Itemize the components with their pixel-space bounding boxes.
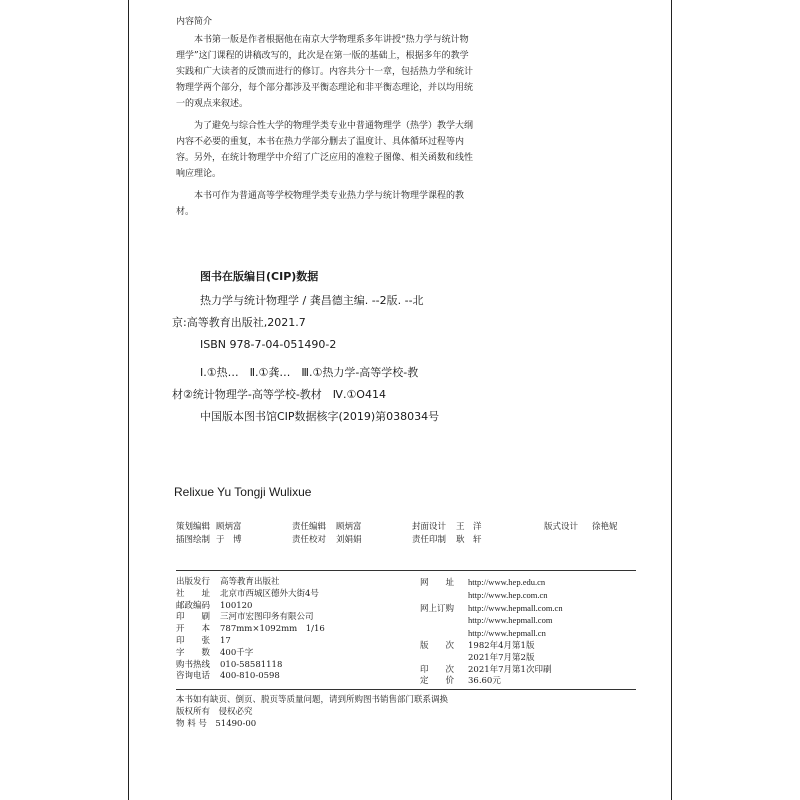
staff-label: 插图绘制	[176, 535, 211, 545]
staff-entry	[412, 535, 544, 547]
footer-block	[176, 695, 448, 730]
pub-label: 字 数	[176, 647, 211, 658]
cip-line: Ⅰ.①热… Ⅱ.①龚… Ⅲ.①热力学-高等学校-教	[200, 366, 419, 379]
staff-label: 责任编辑	[292, 522, 327, 532]
pub-value: 36.60元	[468, 676, 501, 687]
pub-label: 开 本	[176, 624, 211, 635]
staff-entry	[292, 535, 412, 547]
pub-label: 网上订购	[420, 603, 455, 614]
pub-row	[176, 671, 416, 683]
pub-value: 17	[220, 635, 231, 646]
staff-name: 耿 轩	[456, 535, 482, 545]
pinyin-title: Relixue Yu Tongji Wulixue	[174, 485, 312, 499]
cip-line: 京:高等教育出版社,2021.7	[172, 316, 306, 329]
pub-row	[176, 624, 416, 636]
pub-row	[420, 615, 636, 628]
pub-row	[420, 653, 636, 665]
publisher-right	[420, 577, 636, 688]
staff-label: 封面设计	[412, 522, 447, 532]
staff-label: 策划编辑	[176, 522, 211, 532]
staff-name: 刘娟娟	[336, 535, 362, 545]
pub-row	[420, 590, 636, 603]
pub-label: 社 址	[176, 588, 211, 599]
footer-line: 本书如有缺页、倒页、脱页等质量问题，请到所购图书销售部门联系调换	[176, 695, 449, 705]
intro-paragraph: 本书第一版是作者根据他在南京大学物理系多年讲授“热力学与统计物理学”这门课程的讲稿改写的，此次是在第一版的基础上，根据多年的教学实践和广大读者的反馈而进行的修订。内容共分十一章，包括热力学和统计物理学两个部分，每个部分都涉及平衡态理论和非平衡态理论，并以均用统一的观点来叙述。	[176, 35, 474, 109]
staff-entry	[176, 535, 292, 547]
divider	[176, 689, 636, 690]
cip-line: 材②统计物理学-高等学校-教材 Ⅳ.①O414	[172, 388, 386, 401]
pub-row	[176, 660, 416, 672]
staff-label: 责任印制	[412, 535, 447, 545]
pub-label: 邮政编码	[176, 600, 211, 611]
pub-label: 定 价	[420, 676, 455, 687]
pub-value: 010-58581118	[220, 659, 283, 670]
pub-row	[176, 589, 416, 601]
staff-name: 徐艳妮	[592, 522, 618, 532]
footer-line: 版权所有 侵权必究	[176, 706, 253, 717]
pub-row	[176, 601, 416, 613]
staff-row	[176, 535, 544, 547]
staff-label: 版式设计	[544, 522, 579, 532]
pub-row	[176, 577, 416, 589]
pub-value: 三河市宏图印务有限公司	[220, 612, 314, 623]
pub-row	[420, 676, 636, 688]
staff-name: 于 博	[216, 535, 242, 545]
pub-row	[176, 636, 416, 648]
divider	[176, 570, 636, 571]
cip-line: ISBN 978-7-04-051490-2	[200, 338, 337, 351]
pub-value: 2021年7月第2版	[468, 652, 535, 663]
publisher-left	[176, 577, 416, 683]
intro-paragraph: 为了避免与综合性大学的物理学类专业中普通物理学（热学）教学大纲内容不必要的重复，本书在热力学部分删去了温度计、具体循环过程等内容。另外，在统计物理学中介绍了广泛应用的准粒子图像、相关函数和线性响应理论。	[176, 121, 474, 179]
staff-row	[176, 522, 618, 534]
pub-label: 出版发行	[176, 577, 211, 587]
pub-row	[176, 648, 416, 660]
pub-value: 2021年7月第1次印刷	[468, 664, 552, 675]
cip-title: 图书在版编目(CIP)数据	[200, 270, 319, 283]
pub-label: 版 次	[420, 640, 455, 651]
pub-row	[420, 665, 636, 677]
cip-line: 中国版本图书馆CIP数据核字(2019)第038034号	[200, 410, 440, 423]
pub-value: http://www.hepmall.com	[468, 615, 553, 626]
cip-block	[172, 290, 472, 428]
pub-label: 购书热线	[176, 659, 211, 670]
pub-row	[420, 577, 636, 590]
pub-value: 787mm×1092mm 1/16	[220, 624, 325, 635]
pub-label: 网 址	[420, 578, 455, 588]
pub-value: http://www.hepmall.com.cn	[468, 602, 563, 613]
pub-label: 印 次	[420, 664, 455, 675]
staff-name: 王 洋	[456, 522, 482, 532]
pub-row	[420, 603, 636, 616]
pub-value: 400-810-0598	[220, 671, 280, 682]
intro-heading: 内容简介	[176, 17, 213, 27]
pub-row	[420, 641, 636, 653]
pub-value: 北京市西城区德外大街4号	[220, 588, 319, 599]
pub-value: 100120	[220, 600, 253, 611]
pub-value: 1982年4月第1版	[468, 640, 535, 651]
pub-label: 咨询电话	[176, 671, 211, 682]
pub-value: http://www.hep.edu.cn	[468, 577, 546, 587]
cip-line: 热力学与统计物理学 / 龚昌德主编. --2版. --北	[200, 294, 424, 307]
pub-value: 高等教育出版社	[220, 577, 280, 587]
pub-row	[420, 628, 636, 641]
staff-entry	[292, 522, 412, 534]
staff-entry	[544, 522, 618, 532]
staff-label: 责任校对	[292, 535, 327, 545]
pub-value: http://www.hepmall.cn	[468, 628, 546, 639]
footer-line: 物 料 号 51490-00	[176, 718, 257, 729]
intro-paragraph: 本书可作为普通高等学校物理学类专业热力学与统计物理学课程的教材。	[176, 191, 465, 217]
staff-entry	[412, 522, 544, 534]
pub-value: 400千字	[220, 647, 254, 658]
staff-name: 顾炳富	[336, 522, 362, 532]
pub-label: 印 张	[176, 635, 211, 646]
pub-label: 印 刷	[176, 612, 211, 623]
pub-value: http://www.hep.com.cn	[468, 589, 548, 600]
pub-row	[176, 612, 416, 624]
staff-name: 顾炳富	[216, 522, 242, 532]
intro-body	[176, 32, 476, 220]
staff-entry	[176, 522, 292, 534]
